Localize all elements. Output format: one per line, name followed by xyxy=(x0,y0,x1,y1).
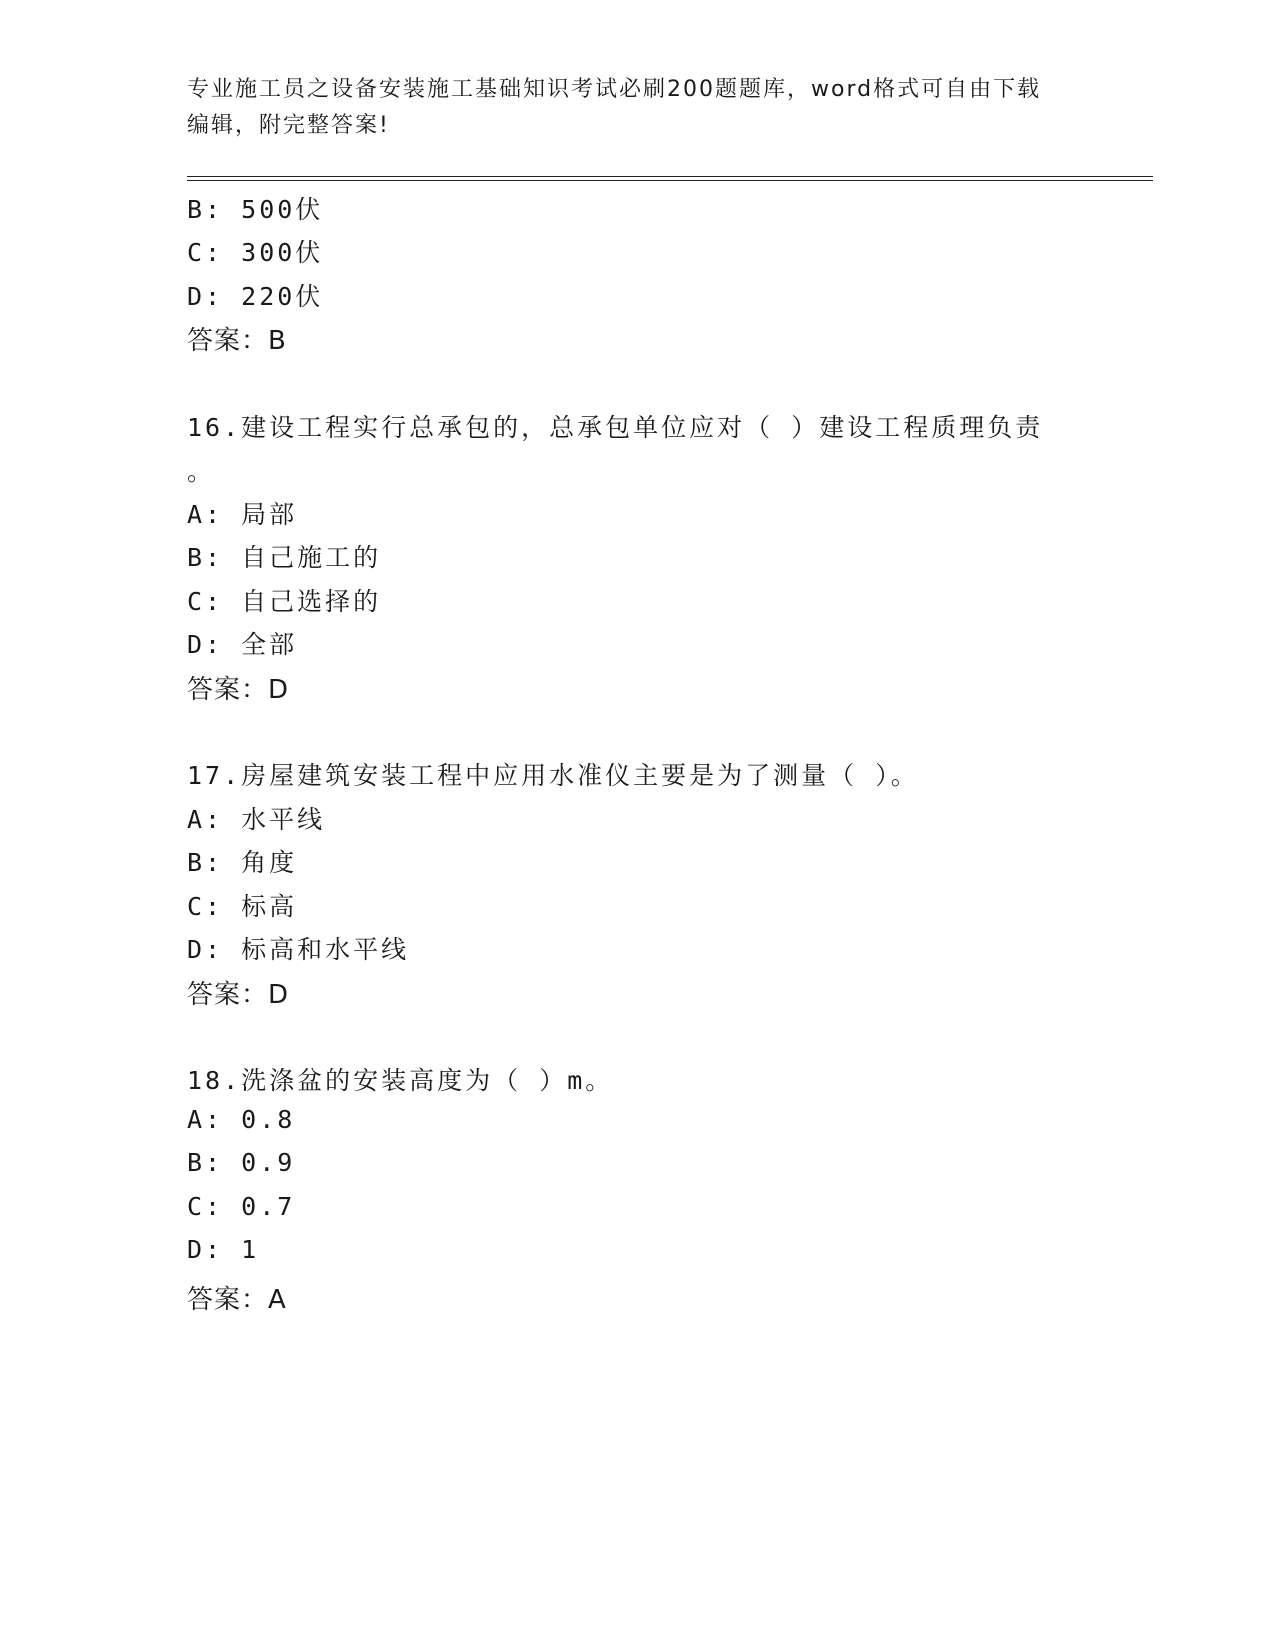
q15-option-d: D: 220伏 xyxy=(187,282,324,311)
q16-option-c: C: 自己选择的 xyxy=(187,587,382,616)
q15-option-c: C: 300伏 xyxy=(187,238,324,267)
q16-option-d: D: 全部 xyxy=(187,630,298,659)
q16-stem-line1: 16.建设工程实行总承包的，总承包单位应对（ ）建设工程质理负责 xyxy=(187,413,1044,442)
q18-option-a: A: 0.8 xyxy=(187,1105,296,1134)
q17-option-a: A: 水平线 xyxy=(187,805,326,834)
q16-option-b: B: 自己施工的 xyxy=(187,543,382,572)
q15-option-b: B: 500伏 xyxy=(187,195,324,224)
q17-option-d: D: 标高和水平线 xyxy=(187,935,410,964)
header-title-line2: 编辑，附完整答案! xyxy=(187,113,390,138)
q18-option-c: C: 0.7 xyxy=(187,1192,296,1221)
header-divider xyxy=(187,176,1153,181)
q18-option-b: B: 0.9 xyxy=(187,1148,296,1177)
q18-answer: 答案：A xyxy=(187,1285,287,1315)
q18-option-d: D: 1 xyxy=(187,1235,260,1264)
q17-stem: 17.房屋建筑安装工程中应用水准仪主要是为了测量（ ）。 xyxy=(187,761,919,790)
q17-option-b: B: 角度 xyxy=(187,848,298,877)
q16-option-a: A: 局部 xyxy=(187,500,298,529)
q17-answer: 答案：D xyxy=(187,980,290,1010)
q16-answer: 答案：D xyxy=(187,675,290,705)
q15-answer: 答案：B xyxy=(187,326,287,356)
header-title-line1: 专业施工员之设备安装施工基础知识考试必刷200题题库，word格式可自由下载 xyxy=(187,77,1042,102)
document-header xyxy=(187,72,1087,144)
q18-stem: 18.洗涤盆的安装高度为（ ）m。 xyxy=(187,1066,614,1095)
q17-option-c: C: 标高 xyxy=(187,892,298,921)
q16-stem-line2: 。 xyxy=(187,457,216,486)
